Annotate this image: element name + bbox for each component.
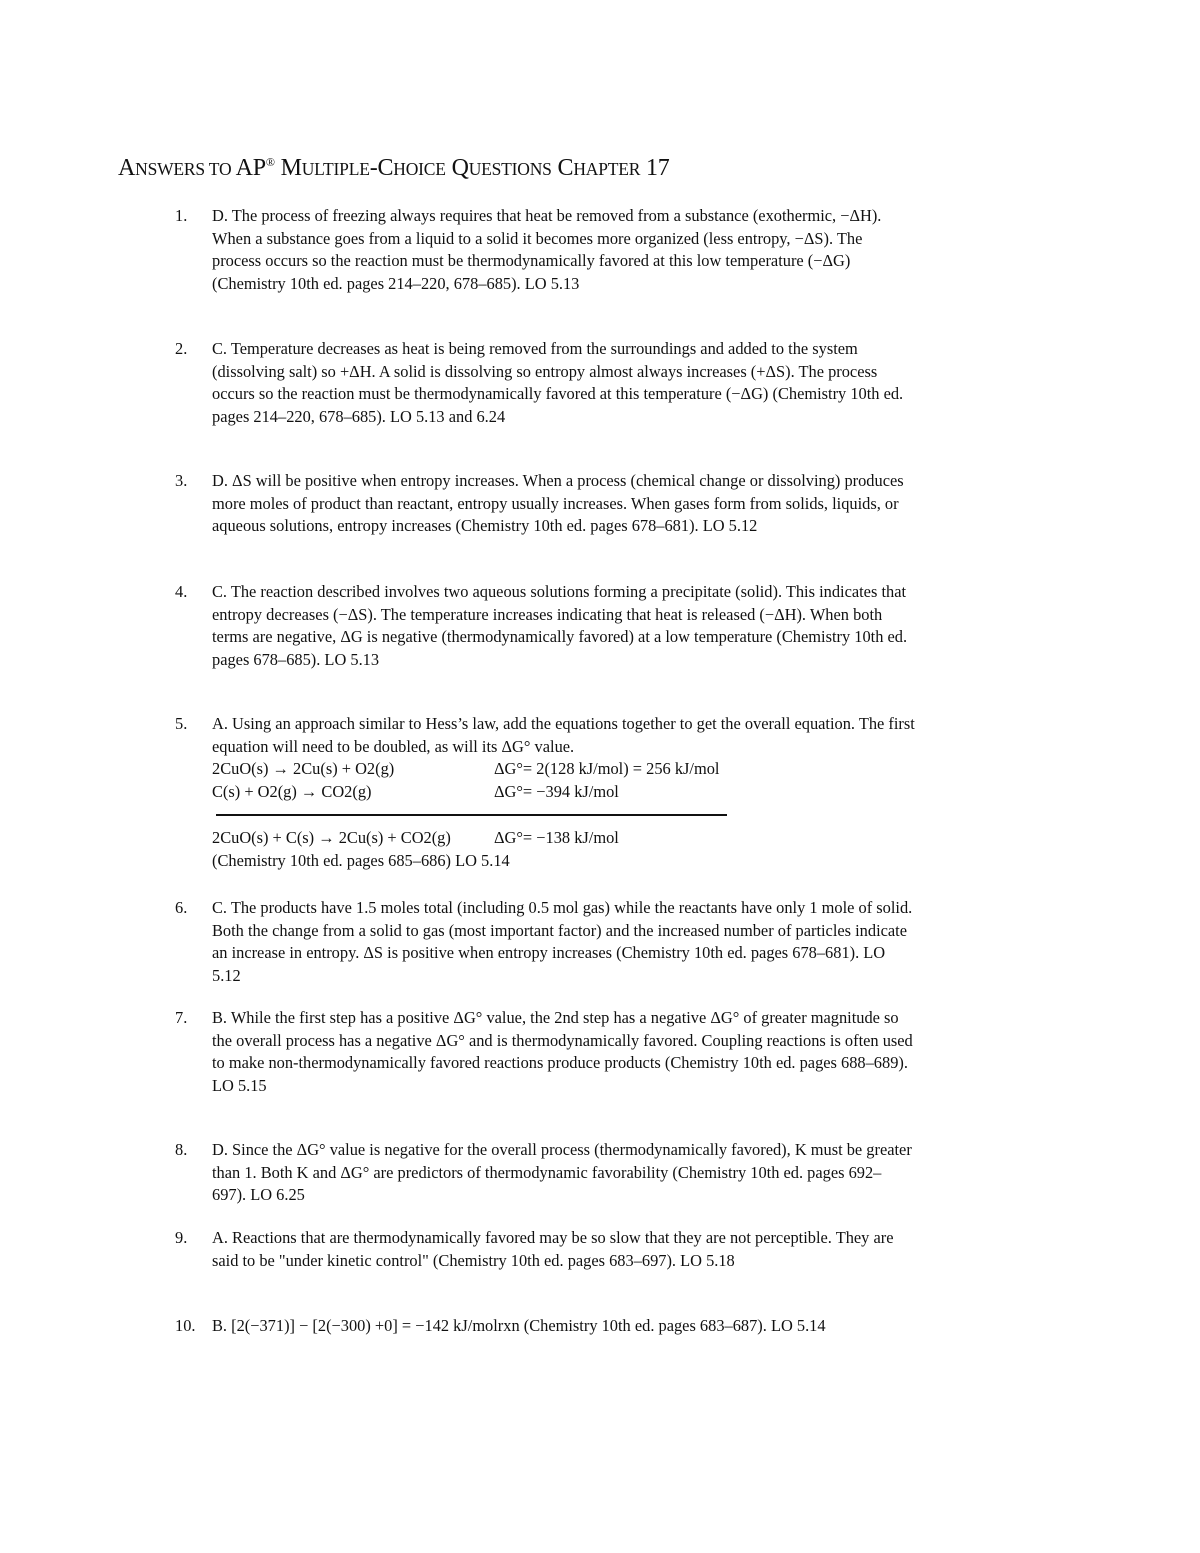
answer-number: 10. <box>175 1316 196 1335</box>
answer-text: D. The process of freezing always requires that heat be removed from a substance (exothermic, −ΔH). When a substance goes from a liquid to a solid it becomes more organized (less entropy, −ΔS). The process occurs so the reaction must be thermodynamically favored at this low temperature (−ΔG) (Chemistry 10th ed. pages 214–220, 678–685). LO 5.13 <box>212 206 882 293</box>
answer-text: C. The products have 1.5 moles total (including 0.5 mol gas) while the reactants have only 1 mole of solid. Both the change from a solid to gas (most important factor) and the increased number of particles indicate an increase in entropy. ΔS is positive when entropy increases (Chemistry 10th ed. pages 678–681). LO 5.12 <box>212 898 913 985</box>
answer-text: A. Using an approach similar to Hess’s law, add the equations together to get the overall equation. The first equation will need to be doubled, as will its ΔG° value. <box>212 714 915 756</box>
equation-2 <box>212 781 915 804</box>
equation-rhs: ΔG°= −394 kJ/mol <box>494 781 619 801</box>
answer-text: D. Since the ΔG° value is negative for the overall process (thermodynamically favored), K must be greater than 1. Both K and ΔG° are predictors of thermodynamic favorability (Chemistry 10th ed. pages 692–697). LO 6.25 <box>212 1140 912 1204</box>
equation-rhs: ΔG°= −138 kJ/mol <box>494 828 619 847</box>
answer-number: 7. <box>175 1008 188 1027</box>
answer-number: 8. <box>175 1140 188 1159</box>
answer-item-2 <box>175 338 915 428</box>
answer-text: B. While the first step has a positive ΔG° value, the 2nd step has a negative ΔG° of greater magnitude so the overall process has a negative ΔG° and is thermodynamically favored. Coupling reactions is often used to make non-thermodynamically favored reactions produce products (Chemistry 10th ed. pages 688–689). LO 5.15 <box>212 1008 913 1095</box>
answer-number: 5. <box>175 714 188 733</box>
answer-item-10 <box>175 1315 915 1338</box>
page-title: ANSWERS TO AP® MULTIPLE-CHOICE QUESTIONS CHAPTER 17 <box>118 155 670 181</box>
answer-number: 3. <box>175 471 188 490</box>
answer-item-9 <box>175 1227 915 1272</box>
equation-lhs: 2CuO(s) → 2Cu(s) + O2(g) <box>212 759 395 778</box>
answer-item-4 <box>175 581 915 671</box>
answer-number: 9. <box>175 1228 188 1247</box>
answer-item-3 <box>175 470 915 538</box>
equation-rhs: ΔG°= 2(128 kJ/mol) = 256 kJ/mol <box>494 759 720 778</box>
answer-text: C. The reaction described involves two aqueous solutions forming a precipitate (solid). This indicates that entropy decreases (−ΔS). The temperature increases indicating that heat is released (−ΔH). When both terms are negative, ΔG is negative (thermodynamically favored) at a low temperature (Chemistry 10th ed. pages 678–685). LO 5.13 <box>212 582 908 669</box>
answer-number: 6. <box>175 898 188 917</box>
answer-text: D. ΔS will be positive when entropy increases. When a process (chemical change or dissolving) produces more moles of product than reactant, entropy usually increases. When gases form from solids, liquids, or aqueous solutions, entropy increases (Chemistry 10th ed. pages 678–681). LO 5.12 <box>212 471 904 535</box>
equation-sum <box>212 827 915 850</box>
sum-divider <box>216 814 727 816</box>
equation-lhs: 2CuO(s) + C(s) → 2Cu(s) + CO2(g) <box>212 828 451 847</box>
answer-number: 1. <box>175 206 188 225</box>
answer-item-8 <box>175 1139 915 1207</box>
answer-text: A. Reactions that are thermodynamically favored may be so slow that they are not perceptible. They are said to be "under kinetic control" (Chemistry 10th ed. pages 683–697). LO 5.18 <box>212 1228 894 1270</box>
equation-lhs: C(s) + O2(g) → CO2(g) <box>212 781 372 801</box>
answer-text: B. [2(−371)] − [2(−300) +0] = −142 kJ/molrxn (Chemistry 10th ed. pages 683–687). LO 5.14 <box>212 1316 826 1335</box>
answer-item-6 <box>175 897 915 987</box>
answer-reference: (Chemistry 10th ed. pages 685–686) LO 5.14 <box>212 850 510 870</box>
equation-1 <box>212 758 915 781</box>
answer-item-5 <box>175 713 915 872</box>
answer-number: 2. <box>175 339 188 358</box>
answer-number: 4. <box>175 582 188 601</box>
answer-text: C. Temperature decreases as heat is being removed from the surroundings and added to the system (dissolving salt) so +ΔH. A solid is dissolving so entropy almost always increases (+ΔS). The process occurs so the reaction must be thermodynamically favored at this temperature (−ΔG) (Chemistry 10th ed. pages 214–220, 678–685). LO 5.13 and 6.24 <box>212 339 904 426</box>
answer-item-1 <box>175 205 915 295</box>
answer-item-7 <box>175 1007 915 1097</box>
